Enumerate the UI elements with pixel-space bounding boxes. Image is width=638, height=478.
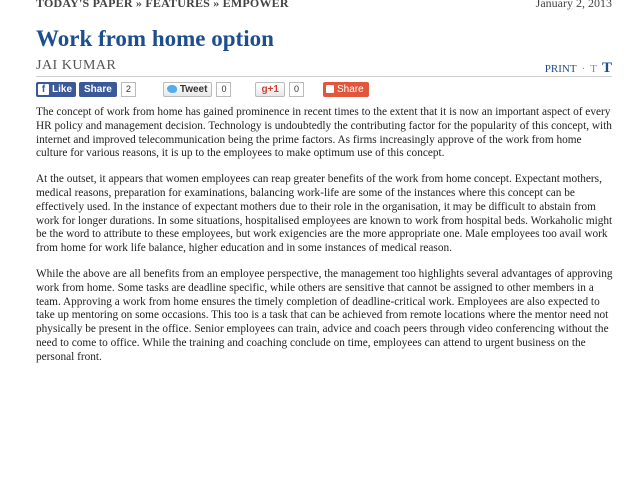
breadcrumb[interactable]: TODAY'S PAPER » FEATURES » EMPOWER	[36, 0, 289, 10]
article-author[interactable]: JAI KUMAR	[36, 58, 117, 73]
share-button[interactable]	[323, 82, 369, 97]
header-divider	[36, 76, 612, 77]
google-plus-button[interactable]: g+1	[255, 82, 285, 97]
tools-separator: ·	[581, 63, 586, 75]
google-plus-count: 0	[289, 82, 304, 97]
tweet-button[interactable]	[163, 82, 213, 97]
facebook-icon: f	[38, 84, 49, 95]
article-paragraph: The concept of work from home has gained prominence in recent times to the extent that it is now an important aspect of every HR policy and management decision. Technology is undoubtedly the contributing factor for the popularity of this concept, with internet and improved telecommunication being the prime factors. As firms increasingly approve of the work from home culture for various reasons, it is up to the employees to make optimum use of this concept.	[36, 106, 612, 160]
facebook-like-label: Like	[52, 83, 73, 95]
article-title: Work from home option	[36, 26, 274, 51]
tweet-count: 0	[216, 82, 231, 97]
publish-date: January 2, 2013	[535, 0, 612, 10]
print-link[interactable]: PRINT	[544, 63, 577, 75]
text-size-increase-button[interactable]: T	[601, 60, 612, 76]
tweet-label: Tweet	[179, 83, 208, 95]
facebook-like-button[interactable]	[36, 82, 76, 97]
social-share-bar	[36, 81, 369, 97]
article-paragraph: At the outset, it appears that women employees can reap greater benefits of the work from home concept. Expectant mothers, medical reasons, preparation for examinations, balancing work-life are some of the instances where this concept can be effectively used. In the instance of expectant mothers due to their role in the organisation, it may be difficult to abstain from work for longer durations. In some situations, hospitalised employees are known to work from hospital beds. Workaholic might be the word to attribute to these employees, but work exigencies are the more appropriate one. Male employees too avail work from home for work life balance, higher education and in some instances of medical reason.	[36, 173, 613, 255]
article-body	[36, 106, 614, 377]
twitter-icon	[167, 85, 177, 93]
text-size-decrease-button[interactable]: T	[590, 63, 597, 75]
facebook-share-button[interactable]: Share	[79, 82, 117, 97]
facebook-share-count: 2	[121, 82, 136, 97]
top-bar	[0, 0, 638, 14]
print-tools	[545, 60, 612, 77]
article-paragraph: While the above are all benefits from an employee perspective, the management too highlights several advantages of approving work from home. Some tasks are deadline specific, while others are sensitive that cannot be assigned to other members in a team. Approving a work from home ensures the timely completion of deadline-critical work. Employees are also expected to take up mentoring on some occasions. This too is a task that can be achieved from remote locations where the mentor need not physically be present in the office. Senior employees can train, advice and coach peers through video conferencing without the need to come to office. While the training and coaching conclude on time, employees can attend to urgent business on the personal front.	[36, 267, 613, 363]
share-label: Share	[336, 83, 364, 95]
share-icon	[326, 85, 334, 93]
